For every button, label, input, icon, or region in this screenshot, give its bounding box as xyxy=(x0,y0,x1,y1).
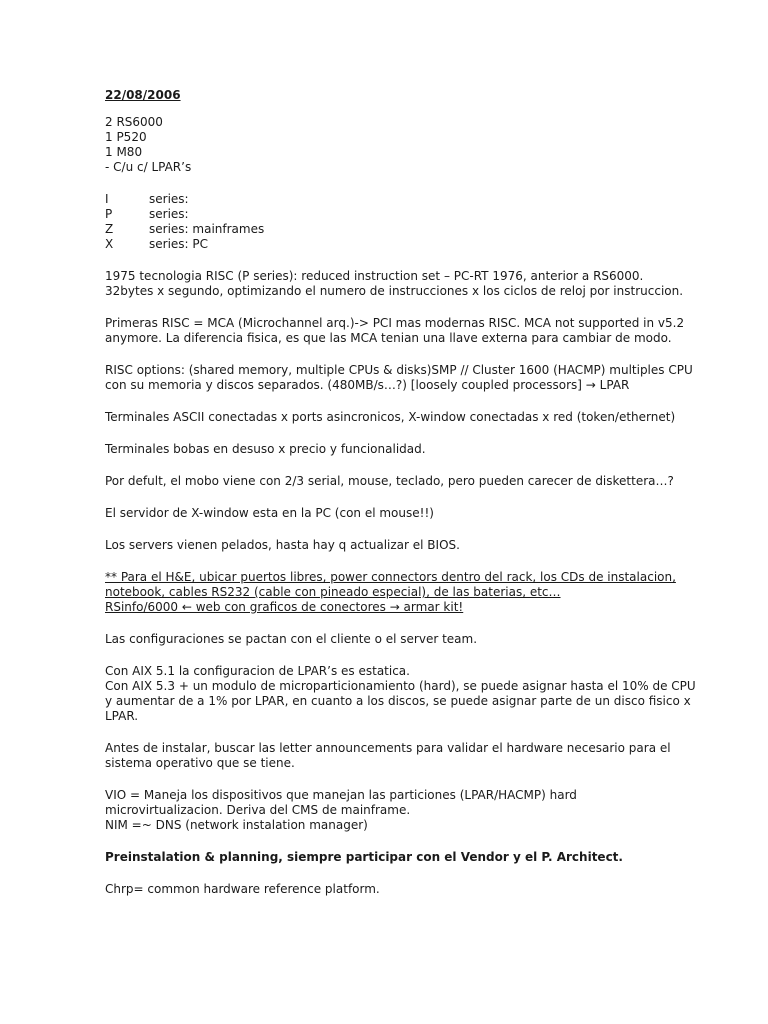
paragraph-terminals-bobas xyxy=(105,442,665,457)
series-row xyxy=(105,237,665,252)
paragraph-line: Primeras RISC = MCA (Microchannel arq.)-> PCI mas modernas RISC. MCA not supported in v5.2 xyxy=(105,316,685,330)
series-text: series: mainframes xyxy=(149,222,265,236)
paragraph-line: RSinfo/6000 ← web con graficos de conectores → armar kit! xyxy=(105,600,464,614)
paragraph-line: Chrp= common hardware reference platform. xyxy=(105,882,380,896)
paragraph-line: RISC options: (shared memory, multiple CPUs & disks)SMP // Cluster 1600 (HACMP) multiples CPU xyxy=(105,363,693,377)
paragraph-line: con su memoria y discos separados. (480MB/s…?) [loosely coupled processors] → LPAR xyxy=(105,378,630,392)
paragraph-line: Con AIX 5.3 + un modulo de microparticionamiento (hard), se puede asignar hasta el 10% de CPU xyxy=(105,679,696,693)
paragraph-line: Terminales ASCII conectadas x ports asincronicos, X-window conectadas x red (token/ethernet) xyxy=(105,410,676,424)
series-row xyxy=(105,207,665,222)
paragraph-letter-announcements xyxy=(105,741,671,771)
paragraph-configurations xyxy=(105,632,665,647)
paragraph-default-mobo xyxy=(105,474,674,489)
paragraph-line: y aumentar de a 1% por LPAR, en cuanto a los discos, se puede asignar parte de un disco fisico x xyxy=(105,694,691,708)
date-heading: 22/08/2006 xyxy=(105,88,181,102)
hardware-item: 1 P520 xyxy=(105,130,147,144)
paragraph-terminals-ascii xyxy=(105,410,676,425)
document-page xyxy=(105,88,696,914)
paragraph-line: Con AIX 5.1 la configuracion de LPAR’s es estatica. xyxy=(105,664,410,678)
series-text: series: xyxy=(149,207,189,221)
paragraph-preinstalation xyxy=(105,850,665,865)
paragraph-line: ** Para el H&E, ubicar puertos libres, power connectors dentro del rack, los CDs de instalacion, xyxy=(105,570,676,584)
series-letter: X xyxy=(105,237,114,251)
paragraph-line: Las configuraciones se pactan con el cliente o el server team. xyxy=(105,632,478,646)
paragraph-chrp xyxy=(105,882,665,897)
paragraph-he-checklist xyxy=(105,570,676,615)
paragraph-risc-history xyxy=(105,269,684,299)
paragraph-line: El servidor de X-window esta en la PC (con el mouse!!) xyxy=(105,506,434,520)
series-text: series: xyxy=(149,192,189,206)
series-list xyxy=(105,192,665,252)
paragraph-line: microvirtualizacion. Deriva del CMS de mainframe. xyxy=(105,803,411,817)
paragraph-line: 32bytes x segundo, optimizando el numero de instrucciones x los ciclos de reloj por instruccion. xyxy=(105,284,684,298)
series-letter: P xyxy=(105,207,113,221)
paragraph-line: Antes de instalar, buscar las letter announcements para validar el hardware necesario para el xyxy=(105,741,671,755)
hardware-list xyxy=(105,115,665,175)
paragraph-xwindow-server xyxy=(105,506,665,521)
series-letter: Z xyxy=(105,222,114,236)
hardware-item: 1 M80 xyxy=(105,145,143,159)
paragraph-line: 1975 tecnologia RISC (P series): reduced instruction set – PC-RT 1976, anterior a RS6000. xyxy=(105,269,644,283)
paragraph-line: VIO = Maneja los dispositivos que manejan las particiones (LPAR/HACMP) hard xyxy=(105,788,577,802)
paragraph-mca xyxy=(105,316,685,346)
series-row xyxy=(105,192,665,207)
series-letter: I xyxy=(105,192,109,206)
paragraph-line: Preinstalation & planning, siempre participar con el Vendor y el P. Architect. xyxy=(105,850,623,864)
paragraph-line: LPAR. xyxy=(105,709,139,723)
paragraph-line: Los servers vienen pelados, hasta hay q actualizar el BIOS. xyxy=(105,538,460,552)
paragraph-line: NIM =~ DNS (network instalation manager) xyxy=(105,818,368,832)
hardware-item: - C/u c/ LPAR’s xyxy=(105,160,192,174)
series-row xyxy=(105,222,665,237)
paragraph-risc-options xyxy=(105,363,693,393)
paragraph-vio-nim xyxy=(105,788,665,833)
series-text: series: PC xyxy=(149,237,209,251)
paragraph-aix-lpar xyxy=(105,664,696,724)
paragraph-servers-bios xyxy=(105,538,665,553)
paragraph-line: anymore. La diferencia fisica, es que las MCA tenian una llave externa para cambiar de modo. xyxy=(105,331,672,345)
paragraph-line: notebook, cables RS232 (cable con pineado especial), de las baterias, etc… xyxy=(105,585,561,599)
paragraph-line: Terminales bobas en desuso x precio y funcionalidad. xyxy=(105,442,426,456)
paragraph-line: Por defult, el mobo viene con 2/3 serial, mouse, teclado, pero pueden carecer de diskettera…? xyxy=(105,474,674,488)
hardware-item: 2 RS6000 xyxy=(105,115,163,129)
paragraph-line: sistema operativo que se tiene. xyxy=(105,756,295,770)
